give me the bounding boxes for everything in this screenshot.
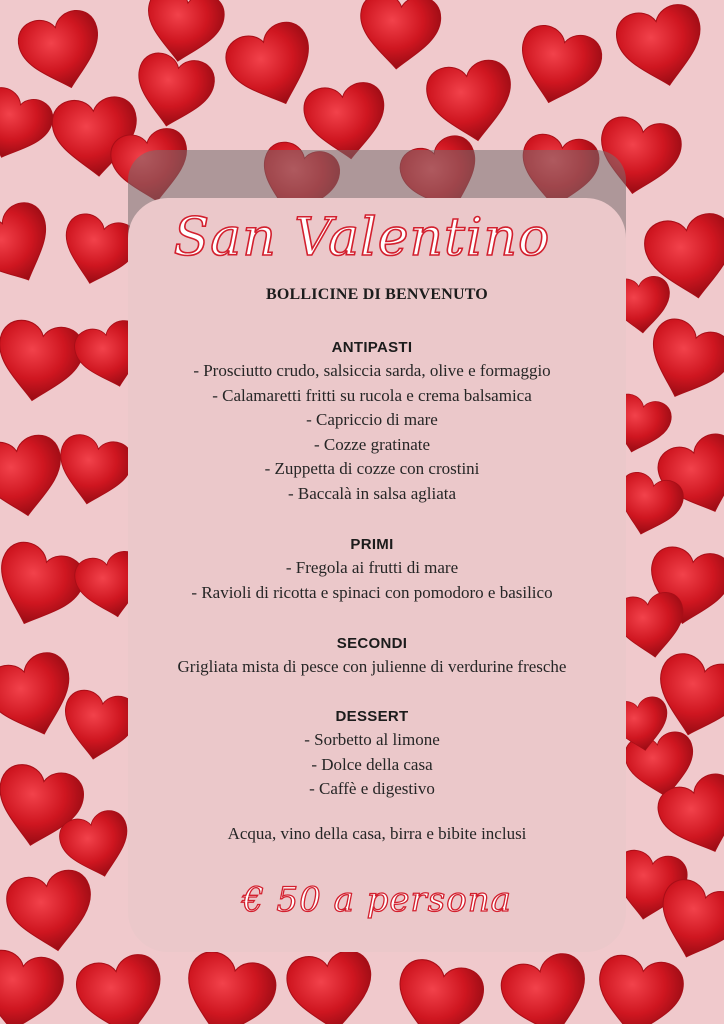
welcome-drink-subtitle: BOLLICINE DI BENVENUTO xyxy=(266,286,488,303)
heart-icon xyxy=(591,952,687,1024)
heart-icon xyxy=(72,951,170,1024)
section-secondi xyxy=(0,633,724,680)
menu-item: - Fregola ai frutti di mare xyxy=(285,558,459,577)
section-title: DESSERT xyxy=(335,708,409,725)
menu-item: Grigliata mista di pesce con julienne di verdurine fresche xyxy=(177,657,567,676)
section-title: PRIMI xyxy=(350,536,394,553)
heart-icon xyxy=(496,949,597,1024)
menu-item: - Ravioli di ricotta e spinaci con pomodoro e basilico xyxy=(191,582,553,602)
menu-item: - Dolce della casa xyxy=(311,754,433,774)
heart-icon xyxy=(612,1,710,94)
heart-icon xyxy=(510,21,606,113)
menu-title: San Valentino xyxy=(173,208,551,268)
section-primi xyxy=(0,534,724,605)
heart-icon xyxy=(356,0,442,72)
section-title: ANTIPASTI xyxy=(331,339,413,356)
heart-icon xyxy=(129,49,218,133)
heart-icon xyxy=(14,6,110,98)
menu-item: - Sorbetto al limone xyxy=(304,730,440,749)
heart-icon xyxy=(423,57,519,148)
heart-icon xyxy=(0,82,58,169)
menu-item: - Caffè e digestivo xyxy=(309,779,435,798)
menu-item: - Zuppetta di cozze con crostini xyxy=(264,459,480,478)
menu-item: - Cozze gratinate xyxy=(313,434,431,454)
heart-icon xyxy=(0,947,67,1024)
heart-icon xyxy=(175,947,281,1024)
heart-icon xyxy=(284,948,378,1024)
section-dessert xyxy=(0,706,724,802)
section-antipasti xyxy=(0,337,724,506)
heart-icon xyxy=(389,956,487,1024)
menu-item: - Calamaretti fritti su rucola e crema balsamica xyxy=(212,385,532,405)
section-title: SECONDI xyxy=(336,635,408,652)
drinks-included-note: Acqua, vino della casa, birra e bibite inclusi xyxy=(227,824,527,843)
menu-item: - Prosciutto crudo, salsiccia sarda, olive e formaggio xyxy=(193,361,551,380)
menu-item: - Baccalà in salsa agliata xyxy=(287,483,457,503)
price-per-person: € 50 a persona xyxy=(242,880,512,920)
menu-item: - Capriccio di mare xyxy=(306,410,438,429)
